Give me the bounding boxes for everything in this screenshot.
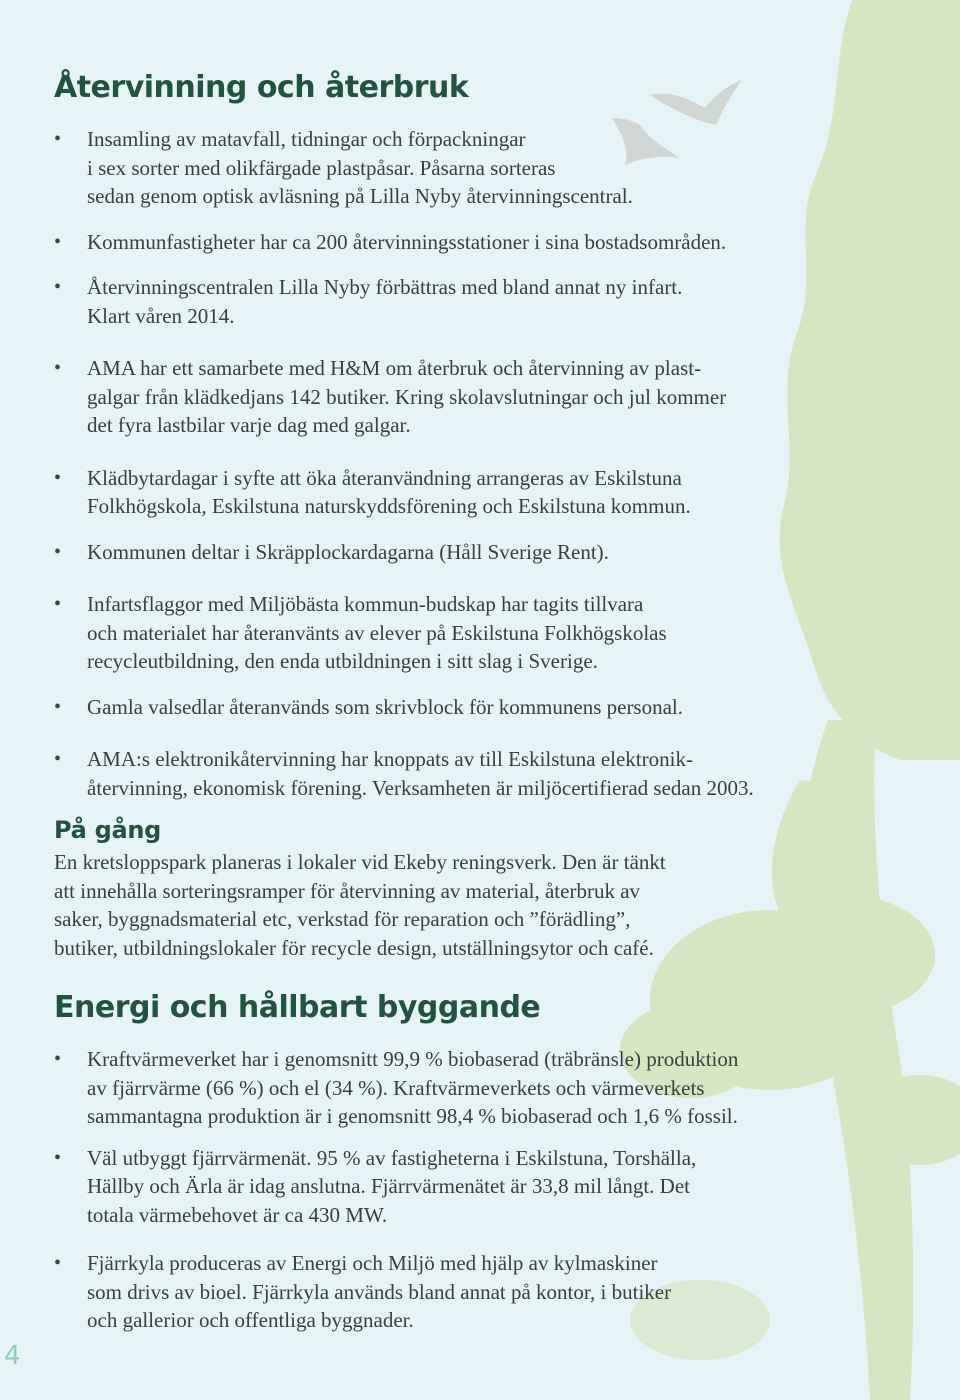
list-item: • Gamla valsedlar återanvänds som skrivblock för kommunens personal.: [54, 693, 894, 722]
page-content: [54, 70, 894, 1335]
list-item: • Väl utbyggt fjärrvärmenät. 95 % av fastigheterna i Eskilstuna, Torshälla, Hällby och Ärla är idag anslutna. Fjärrvärmenätet är 33,8 mil långt. Det totala värmebehovet är ca 430 MW.: [54, 1144, 894, 1230]
energy-list: [54, 1045, 894, 1335]
list-item: • AMA har ett samarbete med H&M om återbruk och återvinning av plast- galgar från klädkedjans 142 butiker. Kring skolavslutningar och jul kommer det fyra lastbilar varje dag med galgar.: [54, 354, 894, 440]
list-item: • Fjärrkyla produceras av Energi och Miljö med hjälp av kylmaskiner som drivs av bioel. Fjärrkyla används bland annat på kontor, i butiker och gallerior och offentliga byggnader.: [54, 1249, 894, 1335]
list-item: • Kommunen deltar i Skräpplockardagarna (Håll Sverige Rent).: [54, 538, 894, 567]
list-item: • Infartsflaggor med Miljöbästa kommun-budskap har tagits tillvara och materialet har återanvänts av elever på Eskilstuna Folkhögskolas recycleutbildning, den enda utbildningen i sitt slag i Sverige.: [54, 590, 894, 676]
section-title-recycling: Återvinning och återbruk: [54, 70, 469, 105]
ongoing-paragraph: En kretsloppspark planeras i lokaler vid Ekeby reningsverk. Den är tänkt att innehålla sorteringsramper för återvinning av material, återbruk av saker, byggnadsmaterial etc, verkstad för reparation och ”förädling”, butiker, utbildningslokaler för recycle design, utställningsytor och café.: [54, 850, 666, 960]
section-title-ongoing: På gång: [54, 816, 162, 844]
list-item: • Återvinningscentralen Lilla Nyby förbättras med bland annat ny infart. Klart våren 2014.: [54, 273, 894, 330]
list-item: • Kommunfastigheter har ca 200 återvinningsstationer i sina bostadsområden.: [54, 228, 894, 257]
list-item: • Insamling av matavfall, tidningar och förpackningar i sex sorter med olikfärgade plastpåsar. Påsarna sorteras sedan genom optisk avläsning på Lilla Nyby återvinningscentral.: [54, 125, 894, 211]
recycling-list: [54, 125, 894, 802]
page-number: 4: [4, 1341, 21, 1371]
section-title-energy: Energi och hållbart byggande: [54, 990, 541, 1025]
list-item: • Klädbytardagar i syfte att öka återanvändning arrangeras av Eskilstuna Folkhögskola, Eskilstuna naturskyddsförening och Eskilstuna kommun.: [54, 464, 894, 521]
list-item: • Kraftvärmeverket har i genomsnitt 99,9 % biobaserad (träbränsle) produktion av fjärrvärme (66 %) och el (34 %). Kraftvärmeverkets och värmeverkets sammantagna produktion är i genomsnitt 98,4 % biobaserad och 1,6 % fossil.: [54, 1045, 894, 1131]
list-item: • AMA:s elektronikåtervinning har knoppats av till Eskilstuna elektronik- återvinning, ekonomisk förening. Verksamheten är miljöcertifierad sedan 2003.: [54, 745, 894, 802]
